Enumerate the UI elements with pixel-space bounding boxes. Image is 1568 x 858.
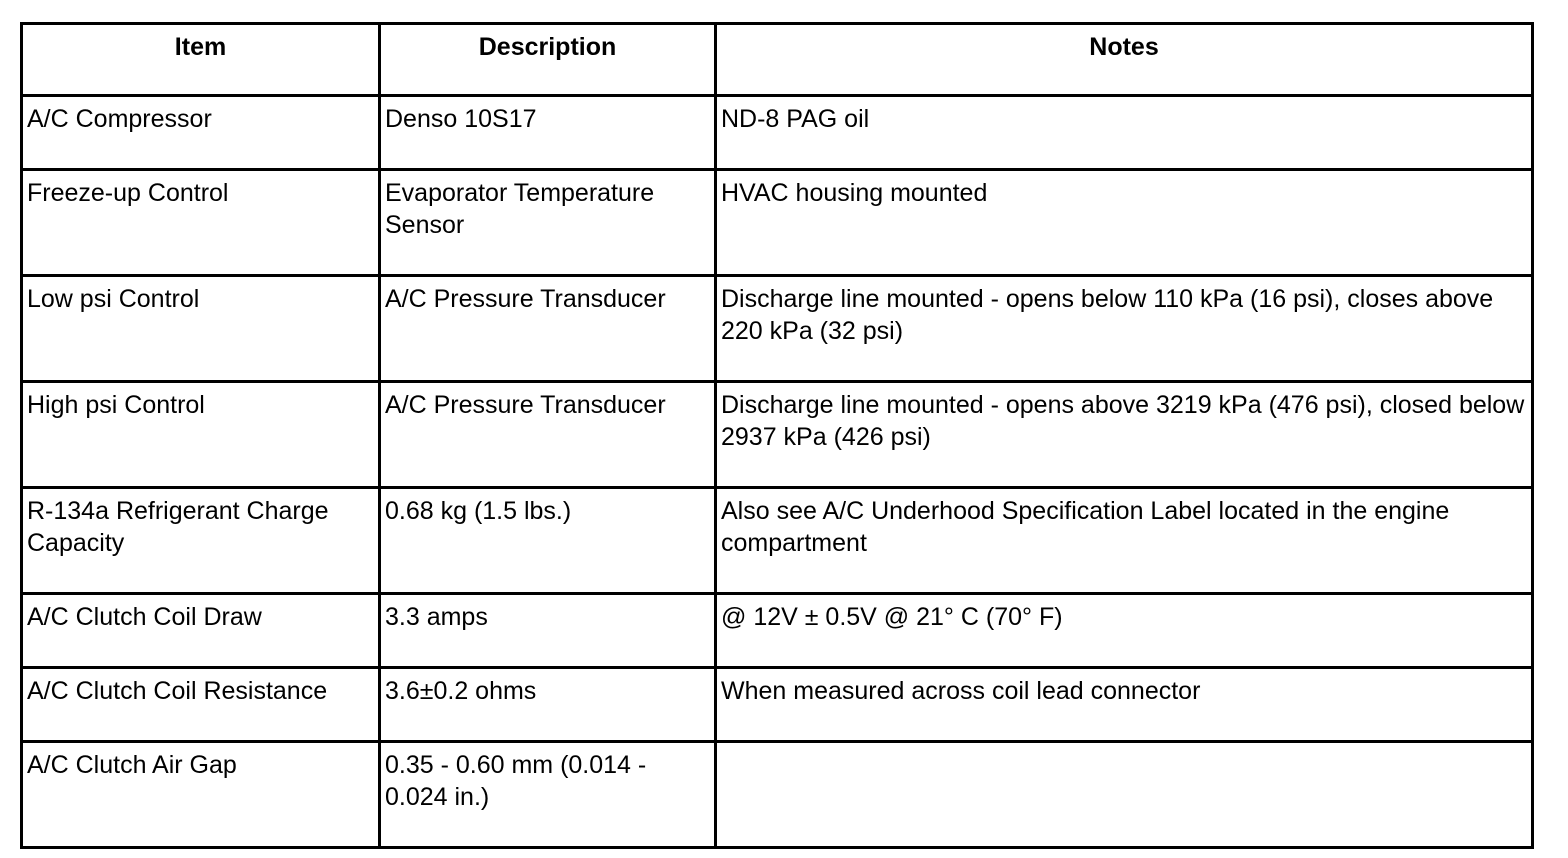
table-row — [22, 96, 1533, 170]
cell-notes: Also see A/C Underhood Specification Label located in the engine compartment — [716, 488, 1533, 594]
cell-item: A/C Clutch Air Gap — [22, 742, 380, 848]
cell-item: R-134a Refrigerant Charge Capacity — [22, 488, 380, 594]
cell-description: A/C Pressure Transducer — [380, 276, 716, 382]
cell-item: A/C Clutch Coil Draw — [22, 594, 380, 668]
cell-description: Evaporator Temperature Sensor — [380, 170, 716, 276]
table-row — [22, 276, 1533, 382]
cell-notes: Discharge line mounted - opens above 3219 kPa (476 psi), closed below 2937 kPa (426 psi) — [716, 382, 1533, 488]
cell-notes: @ 12V ± 0.5V @ 21° C (70° F) — [716, 594, 1533, 668]
cell-item: A/C Compressor — [22, 96, 380, 170]
cell-notes: When measured across coil lead connector — [716, 668, 1533, 742]
header-item: Item — [22, 24, 380, 96]
header-description: Description — [380, 24, 716, 96]
table-row — [22, 594, 1533, 668]
table-row — [22, 488, 1533, 594]
table-row — [22, 668, 1533, 742]
table-row — [22, 382, 1533, 488]
cell-item: Low psi Control — [22, 276, 380, 382]
cell-item: A/C Clutch Coil Resistance — [22, 668, 380, 742]
cell-description: 3.3 amps — [380, 594, 716, 668]
cell-description: 0.68 kg (1.5 lbs.) — [380, 488, 716, 594]
cell-notes: HVAC housing mounted — [716, 170, 1533, 276]
cell-item: Freeze-up Control — [22, 170, 380, 276]
cell-notes — [716, 742, 1533, 848]
table-row — [22, 170, 1533, 276]
cell-notes: Discharge line mounted - opens below 110 kPa (16 psi), closes above 220 kPa (32 psi) — [716, 276, 1533, 382]
cell-notes: ND-8 PAG oil — [716, 96, 1533, 170]
table-row — [22, 742, 1533, 848]
cell-item: High psi Control — [22, 382, 380, 488]
header-notes: Notes — [716, 24, 1533, 96]
cell-description: 3.6±0.2 ohms — [380, 668, 716, 742]
cell-description: A/C Pressure Transducer — [380, 382, 716, 488]
cell-description: 0.35 - 0.60 mm (0.014 - 0.024 in.) — [380, 742, 716, 848]
cell-description: Denso 10S17 — [380, 96, 716, 170]
table-header-row — [22, 24, 1533, 96]
specifications-table — [20, 22, 1534, 849]
